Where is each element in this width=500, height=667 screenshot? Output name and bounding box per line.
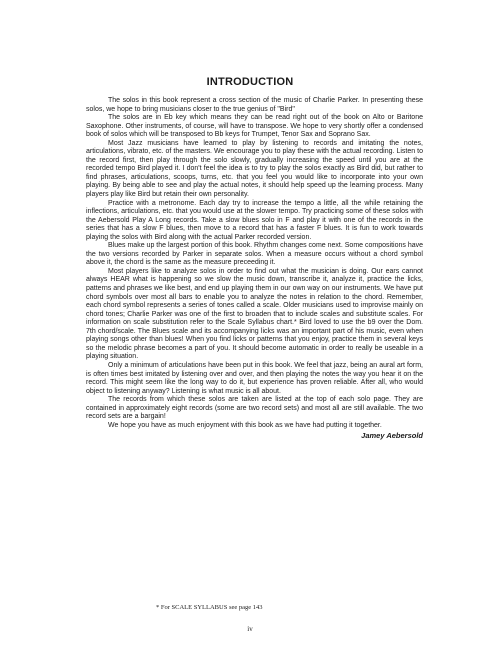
footnote: * For SCALE SYLLABUS see page 143 [156,604,263,611]
paragraph: Practice with a metronome. Each day try to increase the tempo a little, all the while retaining the inflections, articulations, etc. that you would use at the slower tempo. Try practicing some of these solos with the Aebersold Play A Long records. Take a slow blues solo in F and play it with one of the records in the series that has a slow F blues, then move to a record that has a faster F blues. It is fun to work towards playing the solos with Bird along with the actual Parker recorded version. [86,199,423,241]
paragraph: The records from which these solos are taken are listed at the top of each solo page. They are contained in approximately eight records (some are two record sets) and most all are still available. The two record sets are a bargain! [86,396,423,421]
author-signature: Jamey Aebersold [361,431,423,441]
paragraph: Blues make up the largest portion of this book. Rhythm changes come next. Some compositions have the two versions recorded by Parker in separate solos. When a measure occurs without a chord symbol above it, the chord is the same as the measure preceeding it. [86,242,423,267]
body-text [86,97,423,441]
paragraph: Only a minimum of articulations have been put in this book. We feel that jazz, being an aural art form, is often times best imitated by listening over and over, and then playing the notes the way you hear it on the record. This might seem like the long way to do it, but experience has proven reliable. After all, who would object to listening anyway? Listening is what music is all about. [86,361,423,395]
paragraph: We hope you have as much enjoyment with this book as we have had putting it together. [108,421,382,429]
page-title: INTRODUCTION [206,76,294,88]
paragraph: The solos are in Eb key which means they can be read right out of the book on Alto or Baritone Saxophone. Other instruments, of course, will have to transpose. We hope to very shortly offer a condensed book of solos which will be transposed to Bb keys for Trumpet, Tenor Sax and Soprano Sax. [86,114,423,139]
paragraph: The solos in this book represent a cross section of the music of Charlie Parker. In presenting these solos, we hope to bring musicians closer to the true genius of "Bird" [86,97,423,113]
page-number: iv [247,625,253,633]
paragraph: Most players like to analyze solos in order to find out what the musician is doing. Our ears cannot always HEAR what is happening so we slow the music down, transcribe it, analyze it, practice the licks, patterns and phrases we like best, and end up playing them in our own way on our instruments. We have put chord symbols over most all bars to enable you to analyze the notes in relation to the chord. Remember, each chord symbol represents a series of tones called a scale. Older musicians used to improvise mainly on chord tones; Charlie Parker was one of the first to broaden that to include scales and substitute scales. For information on scale substitution refer to the Scale Syllabus chart.* Bird loved to use the b9 over the Dom. 7th chord/scale. The Blues scale and its accompanying licks was an important part of his music, even when playing songs other than blues! When you find licks or patterns that you enjoy, practice them in several keys so the melodic phrase becomes a part of you. It should become automatic in order to really be useable in a playing situation. [86,267,423,361]
paragraph: Most Jazz musicians have learned to play by listening to records and imitating the notes, articulations, vibrato, etc. of the masters. We encourage you to play these with the actual recording. Listen to the record first, then play through the solo slowly, gradually increasing the speed until you are at the recorded tempo Bird played it. I don't feel the idea is to try to play the solos exactly as Bird did, but rather to find phrases, articulations, scoops, turns, etc. that you feel you would like to incorporate into your own playing. By being able to see and play the actual notes, it should help speed up the learning process. Many players play like Bird but retain their own personality. [86,139,423,199]
